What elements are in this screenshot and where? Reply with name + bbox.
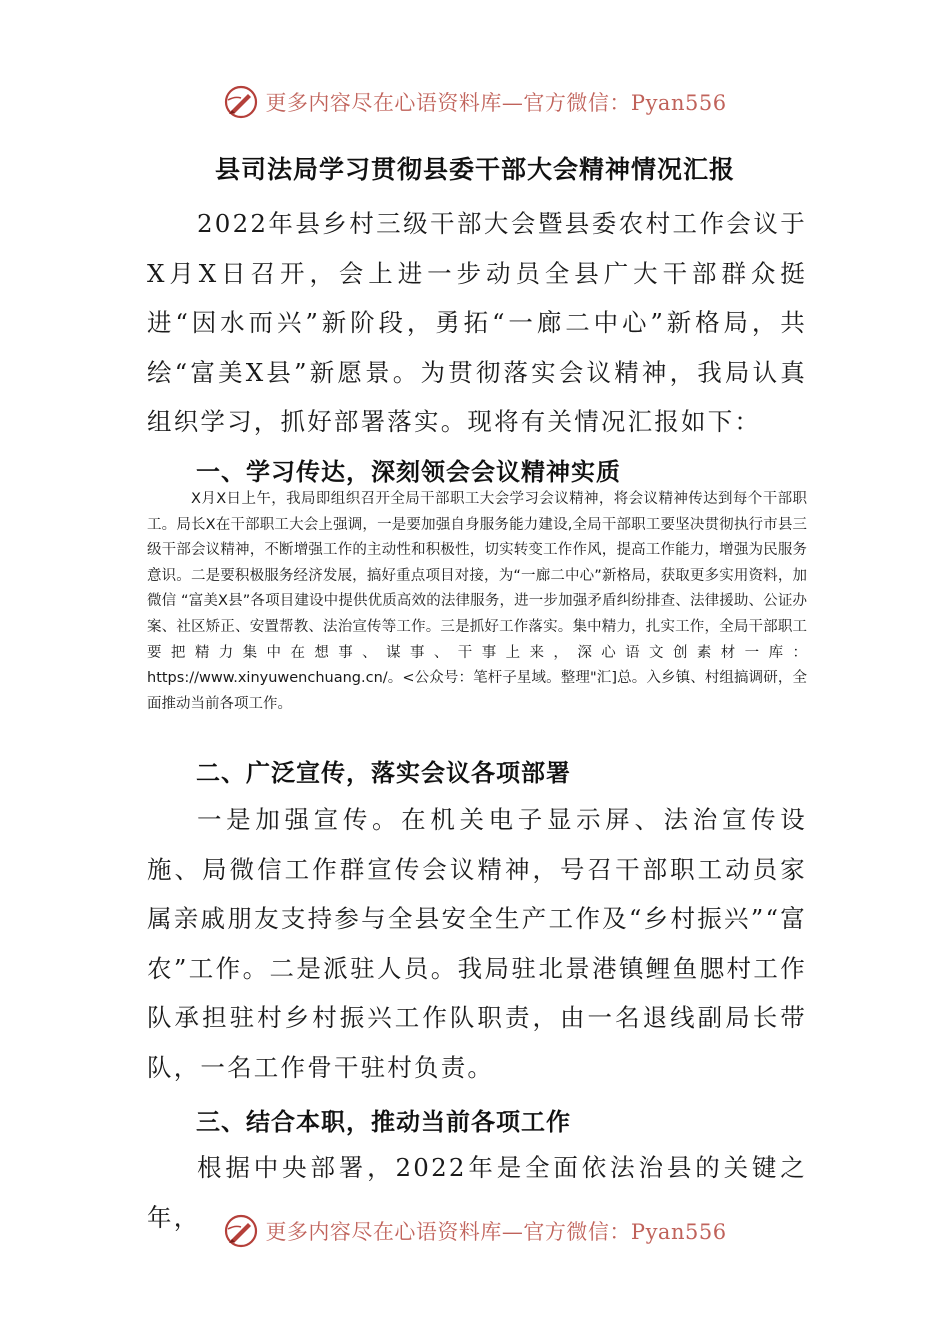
section-3-heading: 三、结合本职，推动当前各项工作 [196, 1108, 571, 1136]
section-1-body: X月X日上午，我局即组织召开全局干部职工大会学习会议精神，将会议精神传达到每个干部职工。局长X在干部职工大会上强调，一是要加强自身服务能力建设,全局干部职工要坚决贯彻执行市县三级干部会议精神，不断增强工作的主动性和积极性，切实转变工作作风，提高工作能力，增强为民服务意识。二是要积极服务经济发展，搞好重点项目对接，为“一廊二中心”新格局，获取更多实用资料，加微信 “富美X县”各项目建设中提供优质高效的法律服务，进一步加强矛盾纠纷排查、法律援助、公证办案、社区矫正、安置帮教、法治宣传等工作。三是抓好工作落实。集中精力，扎实工作，全局干部职工要把精力集中在想事、谋事、干事上来，深心语文创素材一库：https://www.xinyuwenchuang.cn/。<公众号：笔杆子星域。整理"汇]总。入乡镇、村组搞调研，全面推动当前各项工作。 [147, 491, 807, 712]
section-1-heading: 一、学习传达，深刻领会会议精神实质 [196, 458, 621, 486]
pen-circle-logo-icon [223, 1213, 259, 1249]
section-2-body: 一是加强宣传。在机关电子显示屏、法治宣传设施、局微信工作群宣传会议精神，号召干部职工动员家属亲戚朋友支持参与全县安全生产工作及“乡村振兴”“富农”工作。二是派驻人员。我局驻北景港镇鲤鱼腮村工作队承担驻村乡村振兴工作队职责，由一名退线副局长带队，一名工作骨干驻村负责。 [147, 805, 807, 1082]
pen-circle-logo-icon [223, 84, 259, 120]
watermark-banner-bottom [0, 1211, 950, 1251]
section-2-heading: 二、广泛宣传，落实会议各项部署 [196, 759, 571, 787]
intro-paragraph: 2022年县乡村三级干部大会暨县委农村工作会议于X月X日召开，会上进一步动员全县广大干部群众挺进“因水而兴”新阶段，勇拓“一廊二中心”新格局，共绘“富美X县”新愿景。为贯彻落实会议精神，我局认真组织学习，抓好部署落实。现将有关情况汇报如下： [147, 209, 807, 436]
watermark-text: 更多内容尽在心语资料库—官方微信：Pyan556 [265, 91, 727, 115]
section-3-body: 根据中央部署，2022年是全面依法治县的关键之年， [147, 1153, 807, 1232]
watermark-text: 更多内容尽在心语资料库—官方微信：Pyan556 [265, 1220, 727, 1244]
document-title: 县司法局学习贯彻县委干部大会精神情况汇报 [214, 155, 735, 184]
watermark-banner-top [0, 82, 950, 122]
